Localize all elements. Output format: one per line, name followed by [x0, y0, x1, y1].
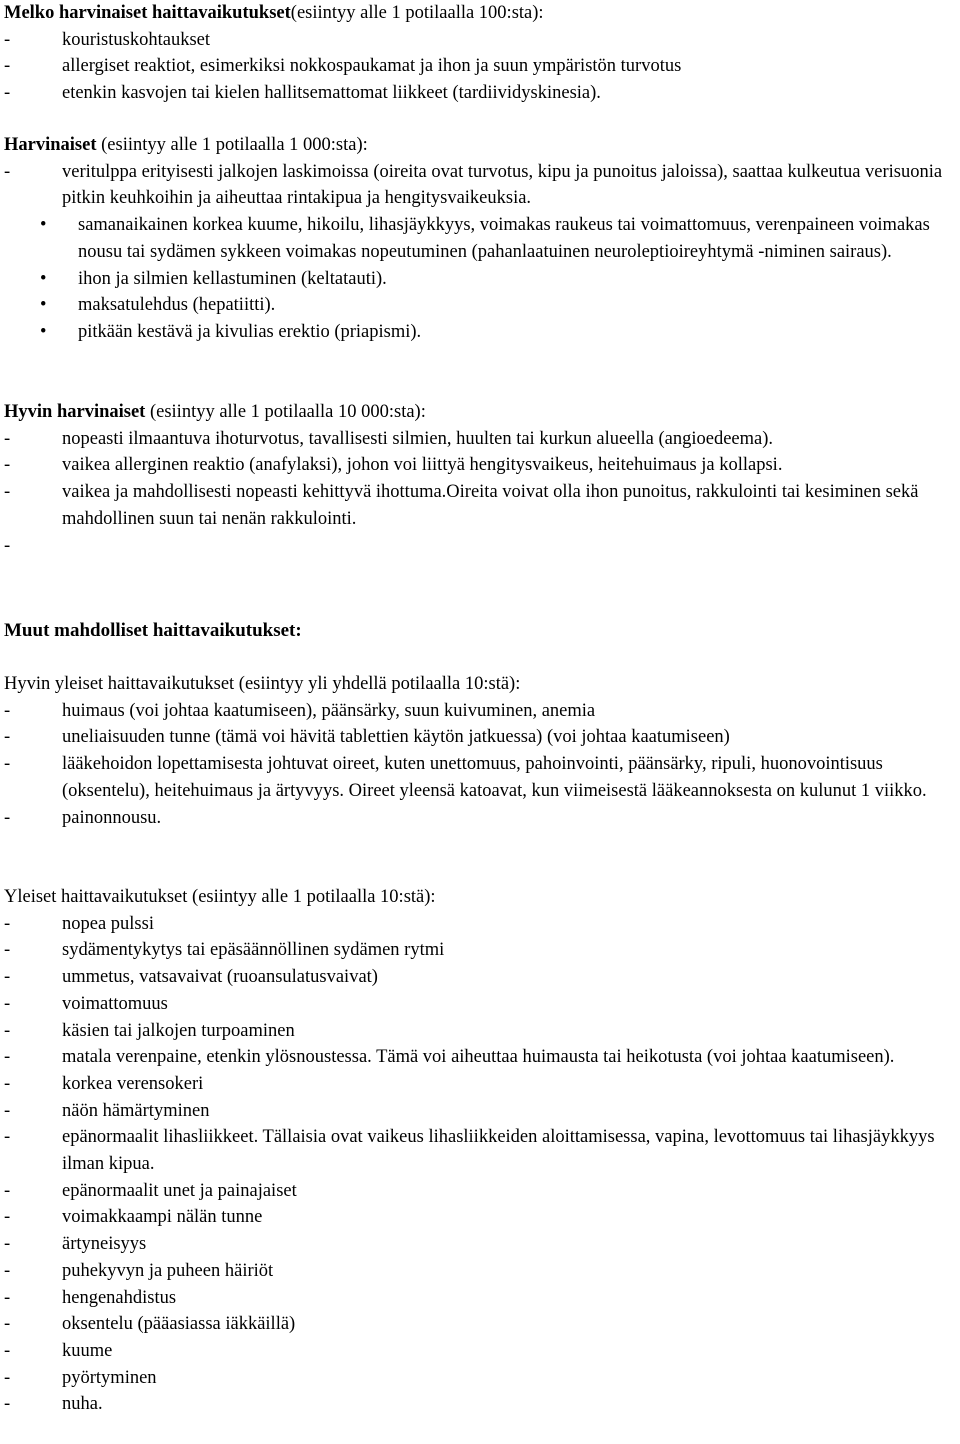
heading-bold: Hyvin harvinaiset: [4, 402, 146, 422]
list-item-text: painonnousu.: [62, 807, 162, 828]
bullet-marker: •: [40, 295, 47, 316]
list-item: [4, 1391, 954, 1418]
list-item-text: hengenahdistus: [62, 1287, 177, 1308]
dash-marker: -: [4, 455, 11, 476]
section-rare: [4, 132, 954, 346]
dash-marker: -: [4, 993, 11, 1014]
dash-marker: -: [4, 1260, 11, 1281]
list-item: [4, 964, 954, 991]
list-item-text: epänormaalit lihasliikkeet. Tällaisia ovat vaikeus lihasliikkeiden aloittamisessa, vapina, levottomuus tai lihasjäykkyys ilman kipua.: [62, 1127, 935, 1175]
dash-marker: -: [4, 1127, 11, 1148]
list-item-text: allergiset reaktiot, esimerkiksi nokkospaukamat ja ihon ja suun ympäristön turvotus: [62, 56, 682, 77]
section-title: Muut mahdolliset haittavaikutukset:: [4, 620, 302, 641]
list-item: [4, 1044, 954, 1071]
heading-bold: Melko harvinaiset haittavaikutukset: [4, 3, 291, 23]
section-heading: [4, 0, 954, 27]
dash-marker: -: [4, 1180, 11, 1201]
list-item: [4, 698, 954, 725]
bullet-marker: •: [40, 215, 47, 236]
dash-marker: -: [4, 1314, 11, 1335]
dash-marker: -: [4, 913, 11, 934]
list-item: [4, 1338, 954, 1365]
dash-marker: -: [4, 1287, 11, 1308]
list-item: [4, 426, 954, 453]
list-item: [4, 159, 954, 212]
dash-marker: -: [4, 940, 11, 961]
list-item: [4, 1258, 954, 1285]
list-item-text: kouristuskohtaukset: [62, 29, 210, 50]
list-item-text: epänormaalit unet ja painajaiset: [62, 1180, 297, 1201]
section-other: [4, 618, 954, 645]
section-very-rare: [4, 399, 954, 559]
list-item-text: pitkään kestävä ja kivulias erektio (priapismi).: [78, 321, 422, 342]
section-uncommon: [4, 0, 954, 107]
list-item: [4, 1231, 954, 1258]
dash-marker: -: [4, 1367, 11, 1388]
dash-marker: -: [4, 56, 11, 77]
heading-bold: Harvinaiset: [4, 135, 97, 155]
list-item: [4, 452, 954, 479]
list-item: [4, 533, 954, 560]
section-heading: Hyvin yleiset haittavaikutukset (esiintyy yli yhdellä potilaalla 10:stä):: [4, 674, 521, 694]
list-item-text: pyörtyminen: [62, 1367, 157, 1388]
list-item: [4, 1365, 954, 1392]
list-item: [4, 724, 954, 751]
list-item-text: vaikea ja mahdollisesti nopeasti kehittyvä ihottuma.Oireita voivat olla ihon punoitus, rakkulointi tai kesiminen sekä mahdollinen suun tai nenän rakkulointi.: [62, 482, 919, 529]
list-item: [4, 53, 954, 80]
dash-marker: -: [4, 1234, 11, 1255]
dash-marker: -: [4, 727, 11, 748]
bullet-item: [4, 212, 954, 265]
list-item-text: uneliaisuuden tunne (tämä voi hävitä tablettien käytön jatkuessa) (voi johtaa kaatumiseen): [62, 727, 730, 748]
list-item-text: samanaikainen korkea kuume, hikoilu, lihasjäykkyys, voimakas raukeus tai voimattomuus, verenpaineen voimakas nousu tai sydämen sykkeen voimakas nopeutuminen (pahanlaatuinen neuroleptioireyhtymä -niminen sairaus).: [78, 215, 930, 262]
list-item-text: veritulppa erityisesti jalkojen laskimoissa (oireita ovat turvotus, kipu ja punoitus jaloissa), saattaa kulkeutua verisuonia pitkin keuhkoihin ja aiheuttaa rintakipua ja hengitysvaikeuksia.: [62, 161, 943, 209]
bullet-marker: •: [40, 268, 47, 289]
bullet-item: [4, 319, 954, 346]
list-item: [4, 937, 954, 964]
list-item: [4, 1098, 954, 1125]
list-item: [4, 991, 954, 1018]
section-heading: [4, 132, 954, 159]
list-item-text: ummetus, vatsavaivat (ruoansulatusvaivat): [62, 967, 378, 988]
list-item: [4, 1285, 954, 1312]
list-item-text: matala verenpaine, etenkin ylösnoustessa. Tämä voi aiheuttaa huimausta tai heikotusta (voi johtaa kaatumiseen).: [62, 1047, 895, 1068]
list-item-text: ihon ja silmien kellastuminen (keltatauti).: [78, 268, 387, 289]
dash-marker: -: [4, 754, 11, 775]
dash-marker: -: [4, 807, 11, 828]
list-item: [4, 27, 954, 54]
list-item-text: vaikea allerginen reaktio (anafylaksi), johon voi liittyä hengitysvaikeus, heitehuimaus ja kollapsi.: [62, 455, 783, 476]
list-item-text: sydämentykytys tai epäsäännöllinen sydämen rytmi: [62, 940, 445, 961]
dash-marker: -: [4, 1020, 11, 1041]
list-item-text: maksatulehdus (hepatiitti).: [78, 295, 276, 316]
list-item-text: oksentelu (pääasiassa iäkkäillä): [62, 1314, 296, 1335]
dash-marker: -: [4, 1394, 11, 1415]
list-item-text: etenkin kasvojen tai kielen hallitsemattomat liikkeet (tardiividyskinesia).: [62, 83, 601, 104]
dash-marker: -: [4, 83, 11, 104]
section-very-common: [4, 671, 954, 831]
dash-marker: -: [4, 482, 11, 503]
dash-marker: -: [4, 1100, 11, 1121]
list-item: [4, 1071, 954, 1098]
dash-marker: -: [4, 1340, 11, 1361]
section-heading: Yleiset haittavaikutukset (esiintyy alle 1 potilaalla 10:stä):: [4, 887, 436, 907]
list-item: [4, 1204, 954, 1231]
list-item-text: voimakkaampi nälän tunne: [62, 1207, 263, 1228]
heading-rest: (esiintyy alle 1 potilaalla 1 000:sta):: [96, 135, 368, 155]
list-item-text: puhekyvyn ja puheen häiriöt: [62, 1260, 274, 1281]
list-item-text: nuha.: [62, 1394, 103, 1415]
dash-marker: -: [4, 700, 11, 721]
list-item: [4, 805, 954, 832]
list-item: [4, 911, 954, 938]
section-common: [4, 884, 954, 1418]
dash-marker: -: [4, 161, 11, 182]
dash-marker: -: [4, 1207, 11, 1228]
bullet-item: [4, 292, 954, 319]
list-item: [4, 1178, 954, 1205]
bullet-item: [4, 266, 954, 293]
list-item-text: huimaus (voi johtaa kaatumiseen), päänsärky, suun kuivuminen, anemia: [62, 700, 596, 721]
list-item-text: voimattomuus: [62, 993, 168, 1014]
list-item-text: nopeasti ilmaantuva ihoturvotus, tavallisesti silmien, huulten tai kurkun alueella (angioedeema).: [62, 428, 774, 449]
list-item-text: käsien tai jalkojen turpoaminen: [62, 1020, 295, 1041]
list-item-text: lääkehoidon lopettamisesta johtuvat oireet, kuten unettomuus, pahoinvointi, päänsärky, ripuli, huonovointisuus (oksentelu), heitehuimaus ja ärtyvyys. Oireet yleensä katoavat, kun viimeisestä lääkeannoksesta on kulunut 1 viikko.: [62, 754, 927, 801]
list-item: [4, 1124, 954, 1177]
list-item: [4, 479, 954, 532]
section-heading: [4, 399, 954, 426]
dash-marker: -: [4, 29, 11, 50]
list-item: [4, 751, 954, 804]
list-item-text: näön hämärtyminen: [62, 1100, 210, 1121]
dash-marker: -: [4, 1047, 11, 1068]
list-item: [4, 1311, 954, 1338]
heading-rest: (esiintyy alle 1 potilaalla 10 000:sta):: [145, 402, 426, 422]
list-item-text: kuume: [62, 1340, 113, 1361]
heading-rest: (esiintyy alle 1 potilaalla 100:sta):: [290, 3, 544, 23]
list-item-text: nopea pulssi: [62, 913, 154, 934]
list-item: [4, 1018, 954, 1045]
list-item-text: korkea verensokeri: [62, 1073, 204, 1094]
dash-marker: -: [4, 535, 11, 556]
bullet-marker: •: [40, 321, 47, 342]
dash-marker: -: [4, 428, 11, 449]
list-item: [4, 80, 954, 107]
dash-marker: -: [4, 1073, 11, 1094]
list-item-text: ärtyneisyys: [62, 1234, 147, 1255]
dash-marker: -: [4, 967, 11, 988]
